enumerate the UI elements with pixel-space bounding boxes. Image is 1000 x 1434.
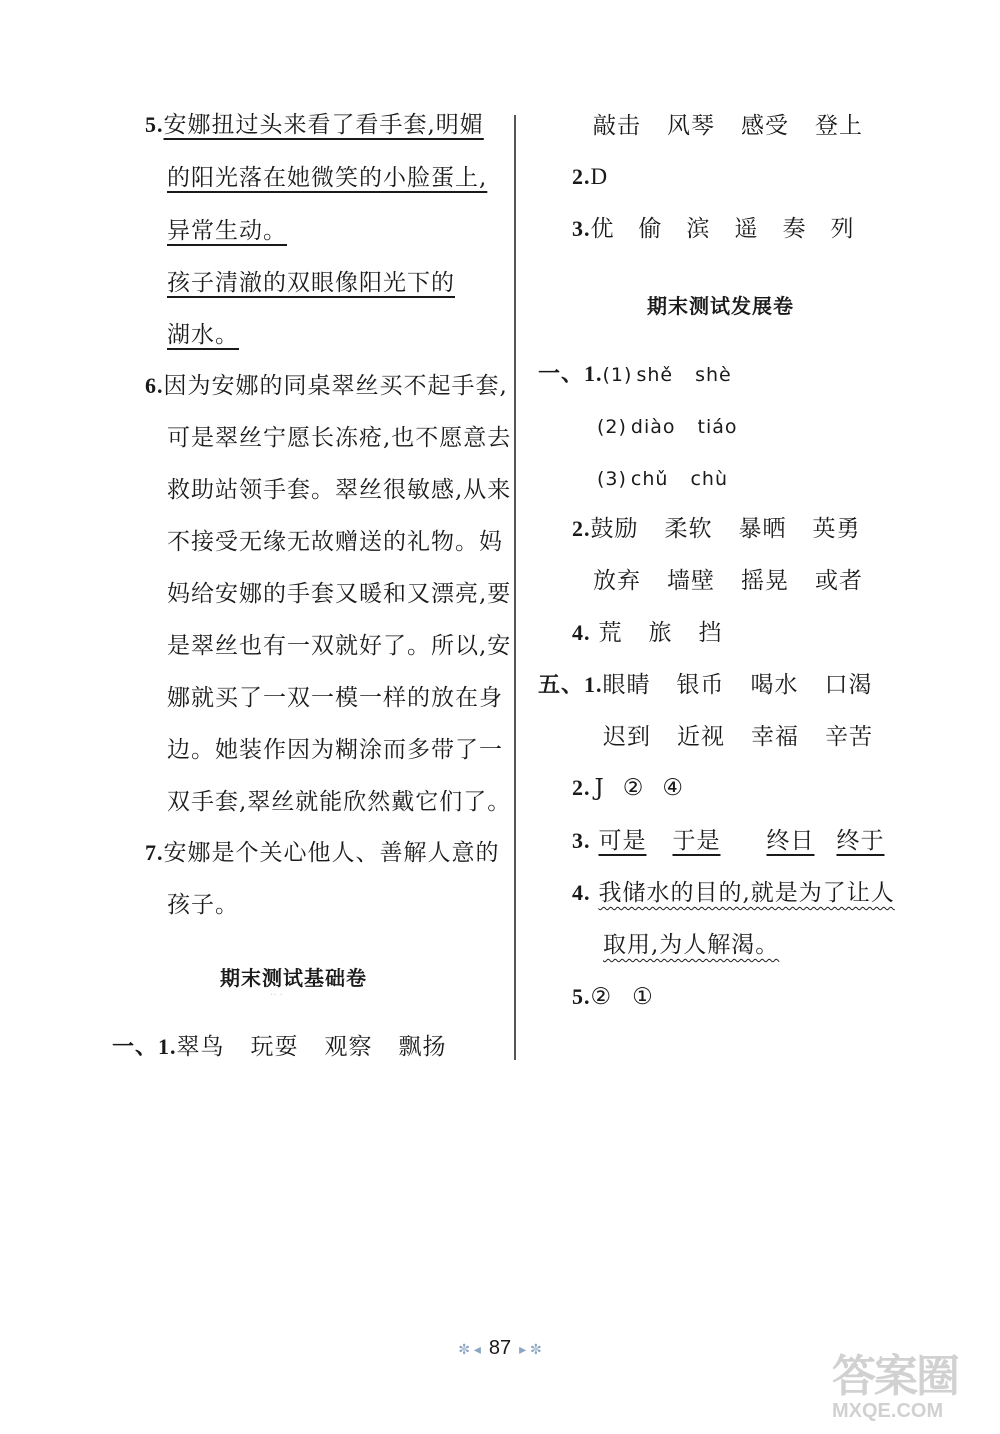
q6-line-9	[167, 787, 511, 817]
column-divider	[514, 115, 516, 1060]
question-number: 7.	[145, 840, 164, 865]
word: 鼓励	[590, 516, 639, 542]
r3-row	[572, 214, 855, 244]
word: 奏	[782, 216, 807, 242]
w5-row	[572, 982, 654, 1012]
answer-text: 是翠丝也有一双就好了。所以,安	[167, 633, 512, 659]
word: 终日	[766, 828, 815, 854]
w2-row	[572, 773, 684, 803]
p1-row-c	[597, 463, 728, 494]
answer-text: 不接受无缘无故赠送的礼物。妈	[167, 529, 503, 555]
word: 偷	[638, 216, 663, 242]
r0-row	[593, 111, 863, 141]
question-number: 6.	[145, 373, 164, 398]
p4-row	[572, 618, 723, 648]
word: 玩耍	[250, 1034, 299, 1060]
word: 终于	[836, 828, 885, 854]
question-number: 3.	[572, 828, 591, 853]
pinyin: shě	[636, 364, 674, 386]
word: 暴晒	[738, 516, 787, 542]
question-number: 2.	[572, 775, 591, 800]
word: 或者	[815, 568, 863, 594]
answer-text: 可是翠丝宁愿长冻疮,也不愿意去	[167, 425, 512, 451]
pinyin: shè	[695, 364, 732, 386]
q6-line-6	[167, 631, 511, 661]
word: 挡	[698, 620, 723, 646]
answer: D	[590, 164, 609, 189]
pinyin: tiáo	[697, 416, 738, 438]
word: 感受	[741, 113, 789, 139]
answer-text: 孩子。	[167, 892, 239, 918]
q7-line-2	[167, 890, 239, 920]
w1-row-2	[603, 722, 873, 752]
q5-line-2	[167, 163, 487, 193]
answer-text: 边。她装作因为糊涂而多带了一	[167, 737, 503, 763]
p1-row-b	[597, 411, 738, 442]
answer-text: 安娜是个关心他人、善解人意的	[163, 840, 500, 866]
word: 眼睛	[602, 672, 651, 698]
word: 口渴	[824, 672, 873, 698]
answer-text: 安娜扭过头来看了看手套,明媚	[163, 112, 484, 138]
sub-label: (3)	[597, 468, 627, 490]
q5-line-4	[167, 268, 455, 298]
r2-row	[572, 162, 608, 192]
question-number: 2.	[572, 164, 591, 189]
question-number: 5.	[145, 112, 164, 137]
w1-row-1	[538, 670, 873, 700]
word: 银币	[676, 672, 725, 698]
q6-line-8	[167, 735, 503, 765]
answer-text: 因为安娜的同桌翠丝买不起手套,	[163, 373, 508, 399]
answer: ④	[662, 775, 684, 801]
watermark-logo	[832, 1340, 982, 1425]
word: 旅	[648, 620, 673, 646]
answer-text: 妈给安娜的手套又暖和又漂亮,要	[167, 581, 512, 607]
question-number: 5.	[572, 984, 591, 1009]
q5-line-1	[145, 110, 484, 140]
question-number: 一、1.	[538, 361, 603, 386]
word: 滨	[686, 216, 711, 242]
w4-line-2	[603, 930, 779, 960]
question-number: 2.	[572, 516, 591, 541]
word: 柔软	[664, 516, 713, 542]
answer-text: 的阳光落在她微笑的小脸蛋上,	[167, 165, 488, 191]
q6-line-2	[167, 423, 511, 453]
ornament-icon: ▸ ✼	[519, 1341, 542, 1357]
word: 风琴	[667, 113, 715, 139]
word: 墙壁	[667, 568, 715, 594]
word: 迟到	[603, 724, 651, 750]
word: 飘扬	[398, 1034, 447, 1060]
answer-text: 湖水。	[167, 322, 239, 348]
faint-mark: ·· ·	[270, 990, 283, 1001]
word: 摇晃	[741, 568, 789, 594]
question-number: 4.	[572, 620, 591, 645]
page-number-text: 87	[488, 1337, 512, 1359]
q6-line-3	[167, 475, 511, 505]
s1-row	[112, 1032, 447, 1062]
q6-line-4	[167, 527, 503, 557]
word: 遥	[734, 216, 759, 242]
answer-text: 孩子清澈的双眼像阳光下的	[167, 270, 455, 296]
word: 敲击	[593, 113, 641, 139]
pinyin: chù	[690, 468, 728, 490]
word: 优	[590, 216, 615, 242]
word: 于是	[672, 828, 721, 854]
question-number: 3.	[572, 216, 591, 241]
answer-text: 娜就买了一双一模一样的放在身	[167, 685, 503, 711]
sub-label: (1)	[602, 364, 633, 386]
section-title-basic: 期末测试基础卷	[220, 966, 367, 990]
word: 可是	[598, 828, 647, 854]
p1-row-a	[538, 359, 732, 390]
word: 英勇	[812, 516, 861, 542]
word: 幸福	[751, 724, 799, 750]
answer: ②	[590, 984, 613, 1010]
sub-label: (2)	[597, 416, 627, 438]
q6-line-7	[167, 683, 503, 713]
ornament-icon: ✼ ◂	[458, 1341, 481, 1357]
section-title-development: 期末测试发展卷	[647, 294, 794, 318]
pinyin: diào	[630, 416, 676, 438]
q7-line-1	[145, 838, 500, 868]
word: 登上	[815, 113, 863, 139]
word: 列	[830, 216, 855, 242]
answer-text: 取用,为人解渴。	[603, 932, 780, 958]
answer: J	[594, 775, 605, 801]
q6-line-1	[145, 371, 508, 401]
q5-line-5	[167, 320, 239, 350]
word: 喝水	[750, 672, 799, 698]
watermark-top-text: 答案圈	[832, 1351, 958, 1402]
pinyin: chǔ	[630, 468, 669, 490]
answer-text: 双手套,翠丝就能欣然戴它们了。	[167, 789, 512, 815]
answer-text: 我储水的目的,就是为了让人	[598, 880, 895, 906]
question-number: 4.	[572, 880, 591, 905]
watermark-bottom-text: MXQE.COM	[832, 1400, 944, 1422]
answer: ②	[622, 775, 645, 801]
w3-row	[572, 826, 885, 856]
word: 放弃	[593, 568, 641, 594]
word: 荒	[598, 620, 623, 646]
p2-row-2	[593, 566, 863, 596]
question-number: 五、1.	[538, 672, 603, 697]
w4-line-1	[572, 878, 895, 908]
q6-line-5	[167, 579, 511, 609]
q5-line-3	[167, 216, 287, 246]
question-number: 一、1.	[112, 1034, 177, 1059]
p2-row-1	[572, 514, 861, 544]
word: 近视	[677, 724, 725, 750]
word: 观察	[324, 1034, 373, 1060]
answer-text: 异常生动。	[167, 218, 287, 244]
answer-text: 救助站领手套。翠丝很敏感,从来	[167, 477, 512, 503]
word: 翠鸟	[176, 1034, 225, 1060]
answer: ①	[632, 984, 654, 1010]
word: 辛苦	[825, 724, 873, 750]
